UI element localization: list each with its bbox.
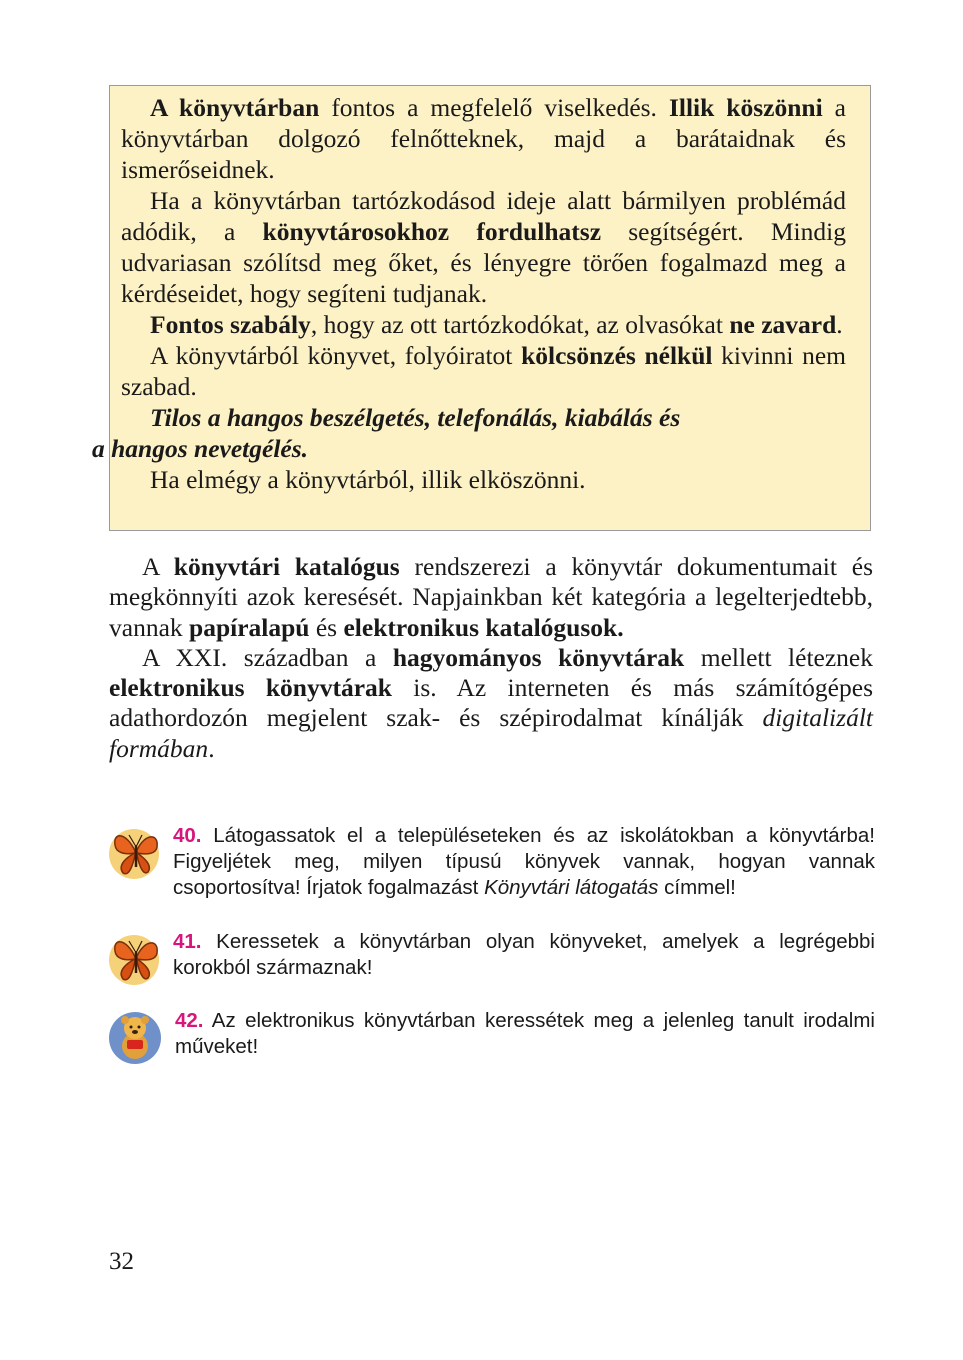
text-run: a könyvtárban dolgozó felnőtteknek, majd a barátaidnak és ismerőseidnek. — [121, 93, 846, 184]
text-run: . — [836, 310, 843, 339]
emphasis: ne zavard — [729, 310, 837, 339]
page-number: 32 — [109, 1248, 134, 1275]
emphasis: elektronikus katalógusok. — [343, 612, 624, 642]
text-run: mellett léteznek — [684, 642, 873, 672]
text-run: Ha a könyvtárban tartózkodásod ideje alatt bármilyen problémád adódik, a — [121, 186, 846, 246]
task-text — [175, 1008, 875, 1060]
text-run: is. Az interneten és más számítógépes adathordozón megjelent szak- és szépirodalmat kínálják — [109, 673, 873, 733]
rules-paragraph-4 — [121, 340, 846, 402]
emphasis: Fontos szabály — [150, 310, 311, 339]
task-number: 42. — [175, 1009, 204, 1032]
task-text — [173, 823, 875, 901]
rules-box — [92, 85, 871, 531]
emphasis: kölcsönzés nélkül — [521, 341, 713, 370]
text-run: címmel! — [658, 876, 736, 899]
emphasis: Tilos a hangos beszélgetés, telefonálás, kiabálás és — [150, 403, 681, 432]
task-text — [173, 929, 875, 981]
rules-paragraph-6 — [121, 464, 846, 495]
emphasis: könyvtári katalógus — [173, 552, 400, 581]
text-run: A könyvtárból könyvet, folyóiratot — [150, 341, 522, 370]
task-number: 41. — [173, 930, 202, 953]
text-run: segítségért. Mindig udvariasan szólítsd meg őket, és lényegre törően fogalmazd meg a kérdéseidet, hogy segíteni tudjanak. — [121, 217, 846, 308]
task-40 — [107, 823, 875, 905]
body-text — [109, 552, 873, 764]
task-41 — [107, 929, 875, 989]
butterfly-icon — [107, 823, 163, 879]
emphasis: Könyvtári látogatás — [484, 876, 659, 899]
rules-paragraph-2 — [121, 185, 846, 309]
text-run: A XXI. században a — [142, 642, 393, 672]
text-run: , hogy az ott tartózkodókat, az olvasókat — [310, 310, 730, 339]
text-run: . — [208, 733, 215, 763]
body-paragraph-2 — [109, 643, 873, 764]
bear-icon — [107, 1008, 163, 1064]
task-number: 40. — [173, 824, 202, 847]
butterfly-icon — [107, 929, 163, 985]
text-run: rendszerezi a könyvtár dokumentumait és megkönnyíti azok keresését. Napjainkban két kategória a legelterjedtebb, vannak — [109, 552, 873, 642]
text-run: kivinni nem szabad. — [121, 341, 846, 401]
emphasis: digitalizált formában — [109, 703, 873, 763]
task-42 — [107, 1008, 875, 1068]
body-paragraph-1 — [109, 552, 873, 643]
rules-paragraph-3 — [121, 309, 846, 340]
emphasis: hagyományos könyvtárak — [392, 642, 685, 672]
emphasis: elektronikus könyvtárak — [109, 673, 392, 703]
text-run: és — [309, 612, 344, 642]
emphasis: Illik köszönni — [668, 93, 823, 122]
text-run: fontos a megfelelő viselkedés. — [319, 93, 669, 122]
text-run: Látogassatok el a településeteken és az iskolátokban a könyvtárba! Figyeljétek meg, milyen típusú könyvek vannak, hogyan vannak csoportosítva! Írjatok fogalmazást — [173, 824, 875, 899]
text-run: Keressetek a könyvtárban olyan könyveket, amelyek a legrégebbi korokból származnak! — [173, 930, 875, 979]
rules-paragraph-5 — [92, 402, 846, 464]
text-run: A — [142, 552, 174, 581]
text-run: Ha elmégy a könyvtárból, illik elköszönni. — [150, 465, 586, 494]
text-run: Az elektronikus könyvtárban keressétek meg a jelenleg tanult irodalmi műveket! — [175, 1009, 875, 1058]
emphasis: könyvtárosokhoz fordulhatsz — [262, 217, 602, 246]
emphasis: A könyvtárban — [150, 93, 320, 122]
emphasis: papíralapú — [189, 612, 310, 642]
emphasis: a hangos nevetgélés. — [92, 434, 309, 463]
rules-paragraph-1 — [121, 92, 846, 185]
